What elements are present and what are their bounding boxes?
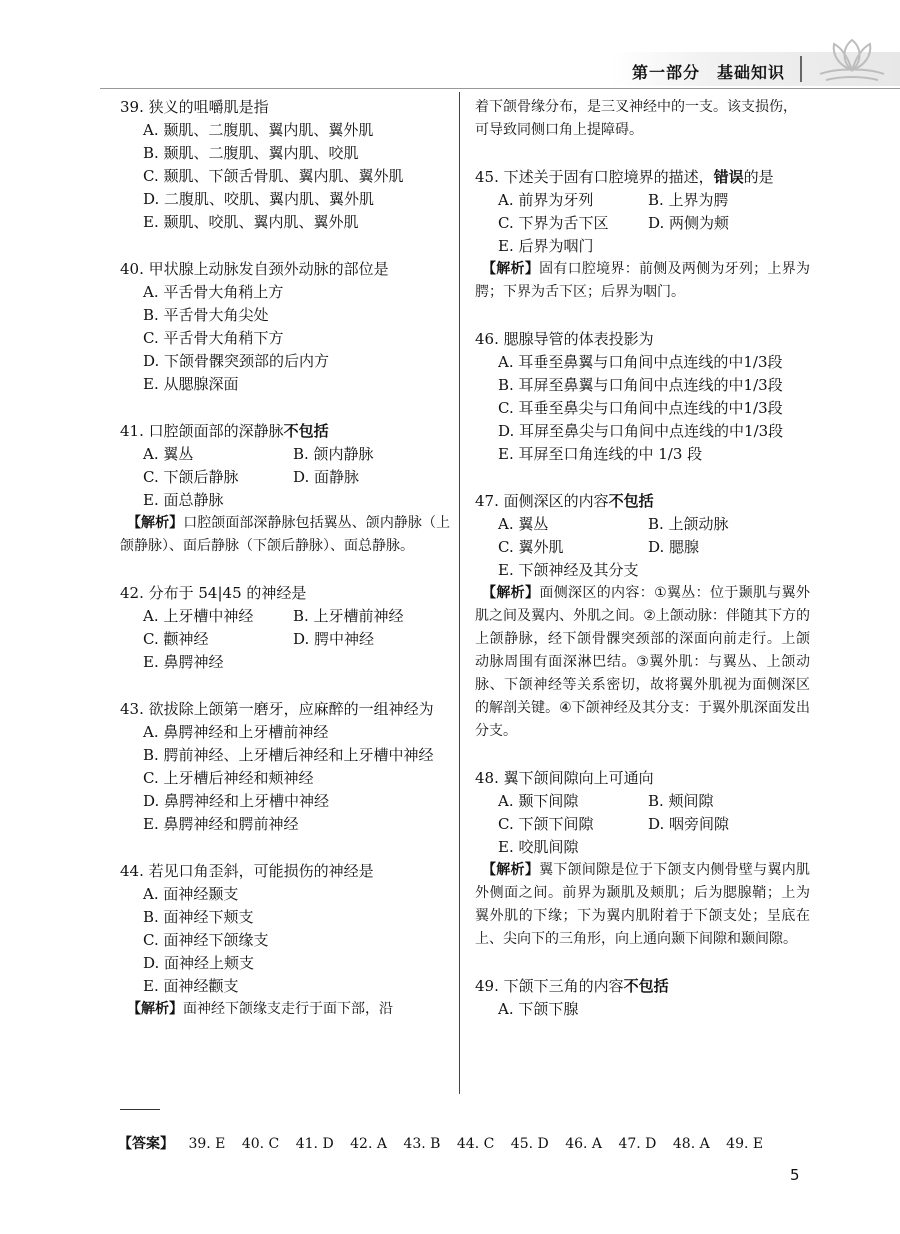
option: B. 颌内静脉 [293,445,374,463]
question-title: 48. 翼下颌间隙向上可通向 [475,769,654,787]
question-40 [120,258,450,396]
page-header [0,0,900,92]
option: A. 平舌骨大角稍上方 [143,283,284,301]
option: E. 颞肌、咬肌、翼内肌、翼外肌 [143,213,359,231]
option: C. 下颌后静脉 [143,468,239,486]
question-title: 40. 甲状腺上动脉发自颈外动脉的部位是 [120,260,389,278]
option: E. 鼻腭神经和腭前神经 [143,815,299,833]
question-44 [120,860,450,1021]
option: C. 颧神经 [143,630,209,648]
column-divider [459,92,460,1094]
option: C. 下界为舌下区 [498,214,609,232]
question-title: 41. 口腔颌面部的深静脉不包括 [120,422,329,440]
answer-item: 40. C [241,1136,280,1152]
question-title: 49. 下颌下三角的内容不包括 [475,977,669,995]
option: B. 耳屏至鼻翼与口角间中点连线的中1/3段 [498,376,783,394]
answer-key [118,1133,775,1153]
option: D. 咽旁间隙 [648,815,730,833]
option: A. 翼丛 [498,515,549,533]
question-title: 44. 若见口角歪斜，可能损伤的神经是 [120,862,374,880]
page-number: 5 [790,1166,800,1184]
question-42 [120,582,450,674]
header-separator [800,56,802,82]
question-41 [120,420,450,558]
question-49 [475,975,810,1021]
option-row [475,513,810,536]
option: D. 面静脉 [293,468,360,486]
question-47 [475,490,810,743]
option: D. 鼻腭神经和上牙槽中神经 [143,792,330,810]
question-46 [475,328,810,466]
answer-item: 42. A [350,1136,387,1152]
question-title: 43. 欲拔除上颌第一磨牙，应麻醉的一组神经为 [120,700,434,718]
answer-item: 43. B [403,1136,441,1152]
option: E. 鼻腭神经 [143,653,224,671]
answer-item: 45. D [510,1136,549,1152]
option: E. 耳屏至口角连线的中 1/3 段 [498,445,703,463]
option-row [120,466,450,489]
answer-item: 41. D [295,1136,334,1152]
option: E. 从腮腺深面 [143,375,239,393]
question-39 [120,96,450,234]
question-48 [475,767,810,951]
option: B. 上界为腭 [648,191,729,209]
option-row [475,790,810,813]
option: A. 翼丛 [143,445,194,463]
question-title: 42. 分布于 54|45 的神经是 [120,584,307,602]
option: C. 翼外肌 [498,538,564,556]
option: C. 颞肌、下颌舌骨肌、翼内肌、翼外肌 [143,167,404,185]
left-column [120,96,450,1045]
option: A. 颞肌、二腹肌、翼内肌、翼外肌 [143,121,374,139]
answer-item: 46. A [565,1136,603,1152]
section-title: 第一部分 基础知识 [632,63,786,82]
option: B. 上颌动脉 [648,515,729,533]
question-title: 47. 面侧深区的内容不包括 [475,492,654,510]
option: E. 面总静脉 [143,491,224,509]
question-title: 46. 腮腺导管的体表投影为 [475,330,654,348]
option-row [475,212,810,235]
option: D. 下颌骨髁突颈部的后内方 [143,352,330,370]
option: C. 耳垂至鼻尖与口角间中点连线的中1/3段 [498,399,783,417]
explanation: 【解析】面侧深区的内容：①翼丛：位于颞肌与翼外肌之间及翼内、外肌之间。②上颌动脉：伴随其下方的上颌静脉，经下颌骨髁突颈部的深面向前走行。上颌动脉周围有面深淋巴结。③翼外肌：与翼丛、上颌动脉、下颌神经等关系密切，故将翼外肌视为面侧深区的解剖关键。④下颌神经及其分支：于翼外肌深面发出分支。 [475,585,810,739]
option: A. 面神经颞支 [143,885,239,903]
option-row [475,536,810,559]
option: D. 二腹肌、咬肌、翼内肌、翼外肌 [143,190,375,208]
right-column [475,96,810,1045]
question-43 [120,698,450,836]
option: B. 颊间隙 [648,792,714,810]
option: B. 面神经下颊支 [143,908,254,926]
explanation: 【解析】面神经下颌缘支走行于面下部，沿 [127,1001,393,1017]
option: B. 颞肌、二腹肌、翼内肌、咬肌 [143,144,359,162]
option: D. 耳屏至鼻尖与口角间中点连线的中1/3段 [498,422,784,440]
option: C. 下颌下间隙 [498,815,594,833]
answer-key-label: 【答案】 [118,1136,174,1152]
header-rule [100,88,900,89]
option: C. 面神经下颌缘支 [143,931,269,949]
option: A. 下颌下腺 [498,1000,579,1018]
option: E. 后界为咽门 [498,237,594,255]
option: B. 腭前神经、上牙槽后神经和上牙槽中神经 [143,746,434,764]
option-row [120,628,450,651]
answer-item: 47. D [618,1136,657,1152]
option-row [120,605,450,628]
answer-item: 44. C [456,1136,495,1152]
option-row [475,813,810,836]
option: D. 腮腺 [648,538,700,556]
explanation: 【解析】固有口腔境界：前侧及两侧为牙列；上界为腭；下界为舌下区；后界为咽门。 [475,261,811,300]
option: E. 咬肌间隙 [498,838,579,856]
option: A. 鼻腭神经和上牙槽前神经 [143,723,329,741]
option: B. 上牙槽前神经 [293,607,404,625]
answer-item: 49. E [726,1136,764,1152]
answer-item: 39. E [188,1136,226,1152]
explanation: 着下颌骨缘分布，是三叉神经中的一支。该支损伤，可导致同侧口角上提障碍。 [475,99,797,138]
question-45 [475,166,810,304]
option: C. 平舌骨大角稍下方 [143,329,284,347]
option-row [120,443,450,466]
option: E. 下颌神经及其分支 [498,561,639,579]
option: C. 上牙槽后神经和颊神经 [143,769,314,787]
option: A. 耳垂至鼻翼与口角间中点连线的中1/3段 [498,353,783,371]
option: D. 面神经上颊支 [143,954,255,972]
question-title: 39. 狭义的咀嚼肌是指 [120,98,269,116]
lotus-logo-icon [812,22,892,86]
option-row [475,189,810,212]
explanation-continuation [475,96,810,142]
footnote-rule [120,1109,160,1110]
question-title: 45. 下述关于固有口腔境界的描述，错误的是 [475,168,774,186]
option: E. 面神经颧支 [143,977,239,995]
explanation: 【解析】翼下颌间隙是位于下颌支内侧骨壁与翼内肌外侧面之间。前界为颞肌及颊肌；后为腮腺鞘；上为翼外肌的下缘；下为翼内肌附着于下颌支处；呈底在上、尖向下的三角形，向上通向颞下间隙和颞间隙。 [475,862,811,947]
option: A. 前界为牙列 [498,191,594,209]
explanation: 【解析】口腔颌面部深静脉包括翼丛、颌内静脉（上颌静脉）、面后静脉（下颌后静脉）、面总静脉。 [120,515,451,554]
option: B. 平舌骨大角尖处 [143,306,269,324]
option: D. 腭中神经 [293,630,375,648]
option: A. 颞下间隙 [498,792,579,810]
option: A. 上牙槽中神经 [143,607,254,625]
answer-item: 48. A [672,1136,710,1152]
option: D. 两侧为颊 [648,214,730,232]
